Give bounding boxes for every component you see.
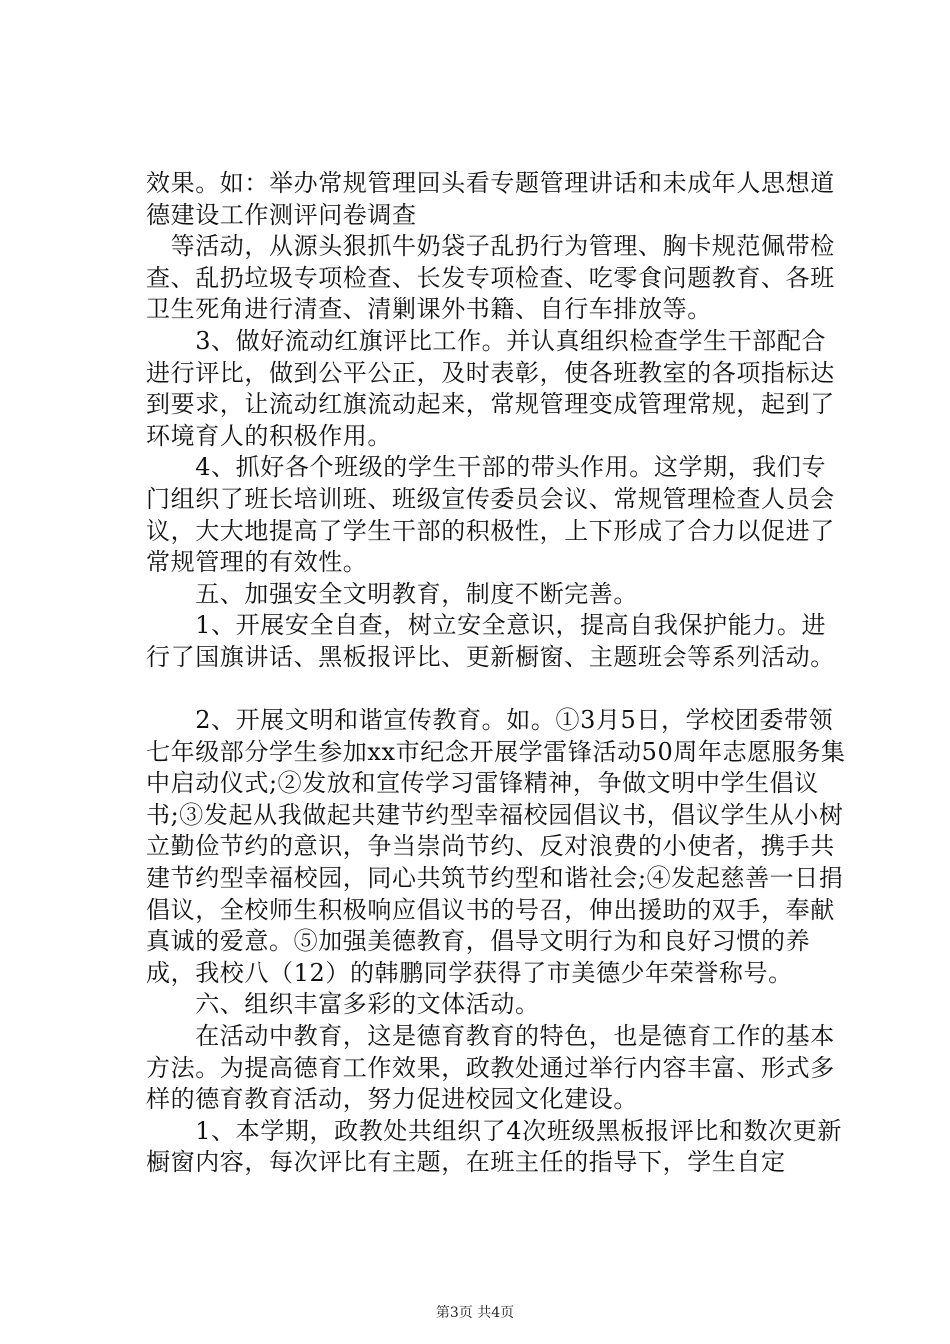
paragraph-4: 4、抓好各个班级的学生干部的带头作用。这学期，我们专门组织了班长培训班、班级宣传委员会议、常规管理检查人员会议，大大地提高了学生干部的积极性，上下形成了合力以促进了常规管理的有效性。: [146, 453, 835, 577]
paragraph-1: 效果。如：举办常规管理回头看专题管理讲话和未成年人思想道德建设工作测评问卷调查: [146, 169, 835, 229]
paragraph-2: 等活动，从源头狠抓牛奶袋子乱扔行为管理、胸卡规范佩带检查、乱扔垃圾专项检查、长发专项检查、吃零食问题教育、各班卫生死角进行清查、清剿课外书籍、自行车排放等。: [146, 232, 835, 324]
paragraph-7: 2、开展文明和谐宣传教育。如。①3月5日，学校团委带领七年级部分学生参加xx市纪念开展学雷锋活动50周年志愿服务集中启动仪式;②发放和宣传学习雷锋精神，争做文明中学生倡议书;③发起从我做起共建节约型幸福校园倡议书，倡议学生从小树立勤俭节约的意识，争当崇尚节约、反对浪费的小使者，携手共建节约型幸福校园，同心共筑节约型和谐社会;④发起慈善一日捐倡议，全校师生积极响应倡议书的号召，伸出援助的双手，奉献真诚的爱意。⑤加强美德教育，倡导文明行为和良好习惯的养成，我校八（12）的韩鹏同学获得了市美德少年荣誉称号。: [146, 706, 846, 987]
page-footer: 第3页 共4页: [435, 1305, 515, 1321]
blank-line: [146, 674, 846, 706]
paragraph-6: 1、开展安全自查，树立安全意识，提高自我保护能力。进行了国旗讲话、黑板报评比、更新橱窗、主题班会等系列活动。: [146, 611, 835, 671]
section-heading-6: 六、组织丰富多彩的文体活动。: [146, 990, 540, 1019]
body-text: [146, 168, 846, 1179]
paragraph-3: 3、做好流动红旗评比工作。并认真组织检查学生干部配合进行评比，做到公平公正，及时表彰，使各班教室的各项指标达到要求，让流动红旗流动起来，常规管理变成管理常规，起到了环境育人的积极作用。: [146, 326, 835, 450]
paragraph-9: 1、本学期，政教处共组织了4次班级黑板报评比和数次更新橱窗内容，每次评比有主题，在班主任的指导下，学生自定: [146, 1116, 842, 1177]
section-heading-5: 五、加强安全文明教育，制度不断完善。: [146, 579, 638, 608]
paragraph-8: 在活动中教育，这是德育教育的特色，也是德育工作的基本方法。为提高德育工作效果，政教处通过举行内容丰富、形式多样的德育教育活动，努力促进校园文化建设。: [146, 1022, 835, 1114]
